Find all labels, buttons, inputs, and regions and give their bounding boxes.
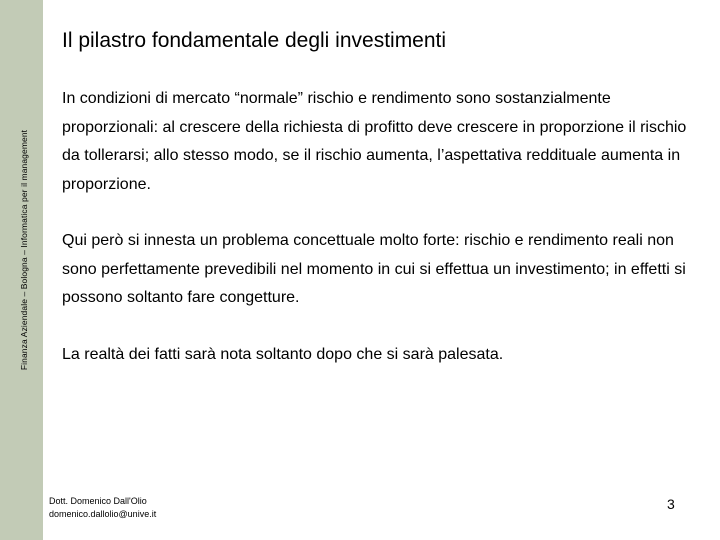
- footer-author-block: [49, 495, 156, 521]
- author-email: domenico.dallolio@unive.it: [49, 509, 157, 519]
- page-number: 3: [667, 496, 675, 512]
- paragraph-problem: Qui però si innesta un problema concettuale molto forte: rischio e rendimento reali non sono perfettamente prevedibili nel momento in cui si effettua un investimento; in effetti si possono soltanto fare congetture.: [62, 232, 686, 306]
- sidebar-band: [0, 0, 43, 540]
- paragraph-risk-return: In condizioni di mercato “normale” rischio e rendimento sono sostanzialmente proporzionali: al crescere della richiesta di profitto deve crescere in proporzione il rischio da tollerarsi; allo stesso modo, se il rischio aumenta, l’aspettativa reddituale aumenta in proporzione.: [62, 90, 687, 193]
- sidebar-course-label: Finanza Aziendale – Bologna – Informatica per il management: [19, 129, 29, 371]
- slide-title: Il pilastro fondamentale degli investimenti: [62, 29, 447, 52]
- paragraph-reality: La realtà dei fatti sarà nota soltanto dopo che si sarà palesata.: [62, 345, 504, 363]
- slide-body: [62, 85, 707, 397]
- author-name: Dott. Domenico Dall'Olio: [49, 496, 147, 506]
